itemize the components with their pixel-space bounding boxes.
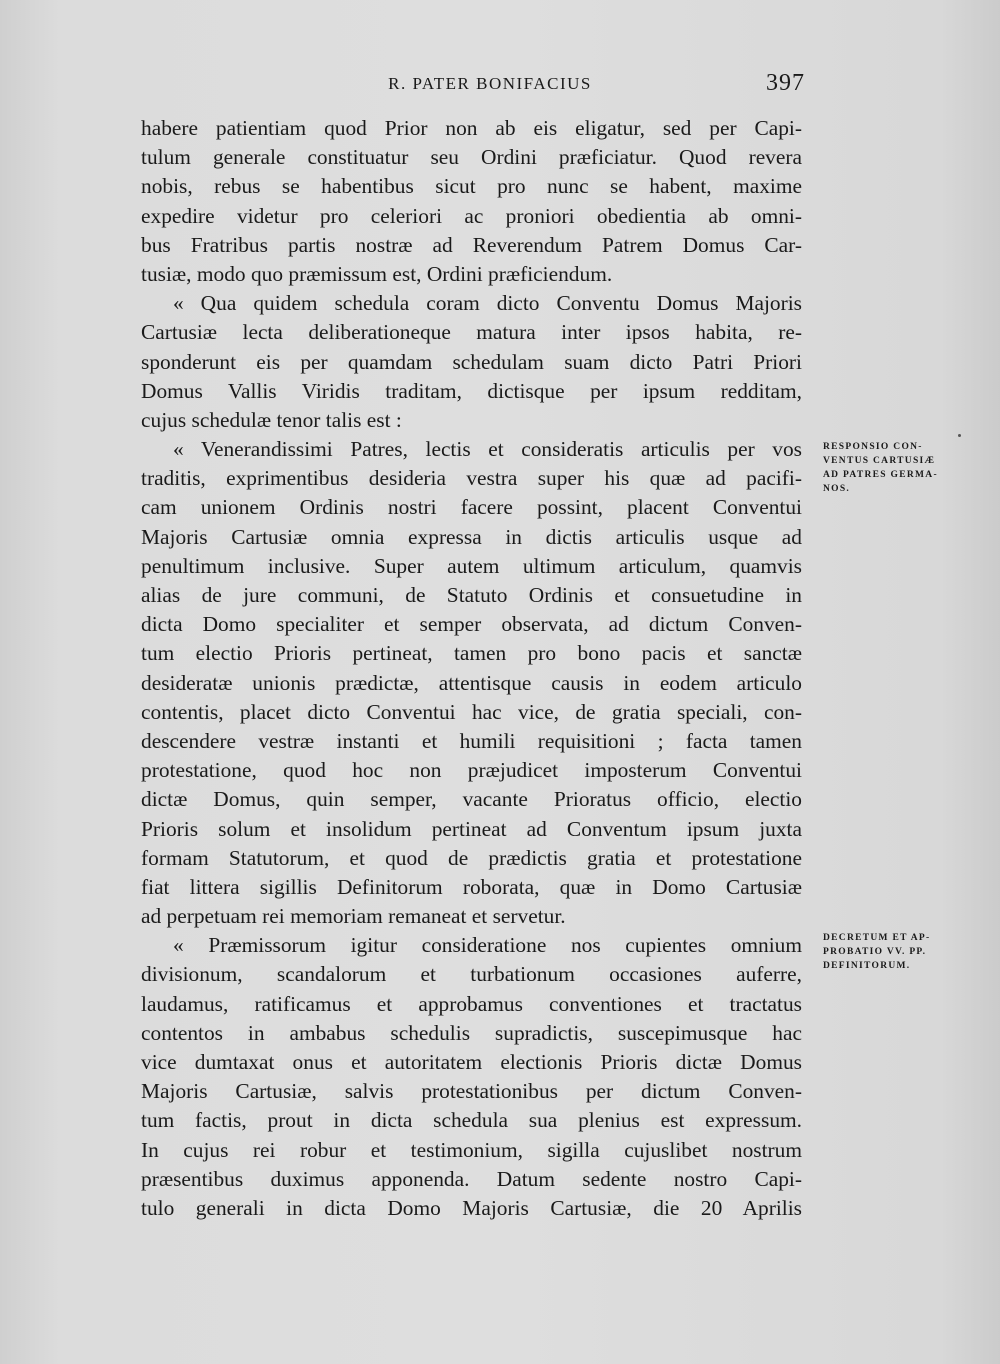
text-line: tum factis, prout in dicta schedula sua plenius est expressum.: [141, 1108, 802, 1133]
text-line: alias de jure communi, de Statuto Ordinis et consuetudine in: [141, 583, 802, 607]
text-line: tusiæ, modo quo præmissum est, Ordini præficiendum.: [141, 261, 613, 286]
text-line: fiat littera sigillis Definitorum roborata, quæ in Domo Cartusiæ: [141, 874, 802, 899]
text-line: tulo generali in dicta Domo Majoris Cartusiæ, die 20 Aprilis: [141, 1195, 802, 1220]
sidenote-decretum: [823, 931, 963, 973]
text-line: cam unionem Ordinis nostri facere possint, placent Conventui: [141, 495, 802, 520]
text-line: protestatione, quod hoc non præjudicet imposterum Conventui: [141, 758, 802, 783]
text-line: dicta Domo specialiter et semper observata, ad dictum Conven-: [141, 612, 802, 637]
text-line: contentis, placet dicto Conventui hac vice, de gratia speciali, con-: [141, 699, 802, 724]
sidenote-line: PROBATIO VV. PP.: [823, 947, 927, 957]
text-line: vice dumtaxat onus et autoritatem electionis Prioris dictæ Domus: [141, 1050, 802, 1074]
text-line: penultimum inclusive. Super autem ultimum articulum, quamvis: [141, 553, 802, 578]
running-title: R. PATER BONIFACIUS: [388, 74, 592, 93]
text-line: bus Fratribus partis nostræ ad Reverendum Patrem Domus Car-: [141, 232, 802, 257]
text-line: descendere vestræ instanti et humili requisitioni ; facta tamen: [141, 728, 802, 753]
body-text: [141, 114, 802, 1223]
sidenote-line: DECRETUM ET AP-: [823, 933, 931, 943]
text-line: « Qua quidem schedula coram dicto Conventu Domus Majoris: [173, 291, 802, 316]
sidenote-responsio: [823, 440, 963, 496]
text-line: præsentibus duximus apponenda. Datum sedente nostro Capi-: [141, 1166, 802, 1191]
margin-speck: [958, 434, 961, 437]
text-line: In cujus rei robur et testimonium, sigilla cujuslibet nostrum: [141, 1137, 802, 1162]
text-line: Majoris Cartusiæ omnia expressa in dictis articulis usque ad: [141, 524, 802, 549]
sidenote-line: AD PATRES GERMA-: [823, 470, 938, 480]
sidenote-line: NOS.: [823, 484, 851, 494]
text-line: ad perpetuam rei memoriam remaneat et servetur.: [141, 904, 566, 929]
text-line: cujus schedulæ tenor talis est :: [141, 407, 402, 432]
text-line: nobis, rebus se habentibus sicut pro nunc se habent, maxime: [141, 174, 802, 199]
text-line: desideratæ unionis prædictæ, attentisque causis in eodem articulo: [141, 670, 802, 695]
text-line: « Venerandissimi Patres, lectis et consideratis articulis per vos: [173, 437, 802, 462]
text-line: habere patientiam quod Prior non ab eis eligatur, sed per Capi-: [141, 116, 802, 140]
sidenote-line: DEFINITORUM.: [823, 961, 911, 971]
text-line: sponderunt eis per quamdam schedulam suam dicto Patri Priori: [141, 349, 802, 374]
text-line: laudamus, ratificamus et approbamus conventiones et tractatus: [141, 991, 802, 1016]
text-line: formam Statutorum, et quod de prædictis gratia et protestatione: [141, 845, 802, 870]
sidenote-line: VENTUS CARTUSIÆ: [823, 456, 936, 466]
text-line: Domus Vallis Viridis traditam, dictisque per ipsum redditam,: [141, 378, 802, 403]
sidenote-line: RESPONSIO CON-: [823, 442, 923, 452]
text-line: contentos in ambabus schedulis supradictis, suscepimusque hac: [141, 1020, 802, 1045]
text-line: Cartusiæ lecta deliberationeque matura inter ipsos habita, re-: [141, 320, 802, 345]
text-line: dictæ Domus, quin semper, vacante Prioratus officio, electio: [141, 787, 802, 812]
running-head: [140, 70, 805, 100]
page-number: 397: [766, 70, 805, 96]
text-line: tulum generale constituatur seu Ordini præficiatur. Quod revera: [141, 145, 802, 170]
text-line: tum electio Prioris pertineat, tamen pro bono pacis et sanctæ: [141, 641, 802, 666]
text-line: divisionum, scandalorum et turbationum occasiones auferre,: [141, 962, 802, 987]
text-line: Majoris Cartusiæ, salvis protestationibus per dictum Conven-: [141, 1079, 802, 1104]
text-line: « Præmissorum igitur consideratione nos cupientes omnium: [173, 933, 802, 958]
text-line: traditis, exprimentibus desideria vestra super his quæ ad pacifi-: [141, 466, 802, 491]
text-line: expedire videtur pro celeriori ac proniori obedientia ab omni-: [141, 203, 802, 228]
text-line: Prioris solum et insolidum pertineat ad Conventum ipsum juxta: [141, 816, 802, 841]
